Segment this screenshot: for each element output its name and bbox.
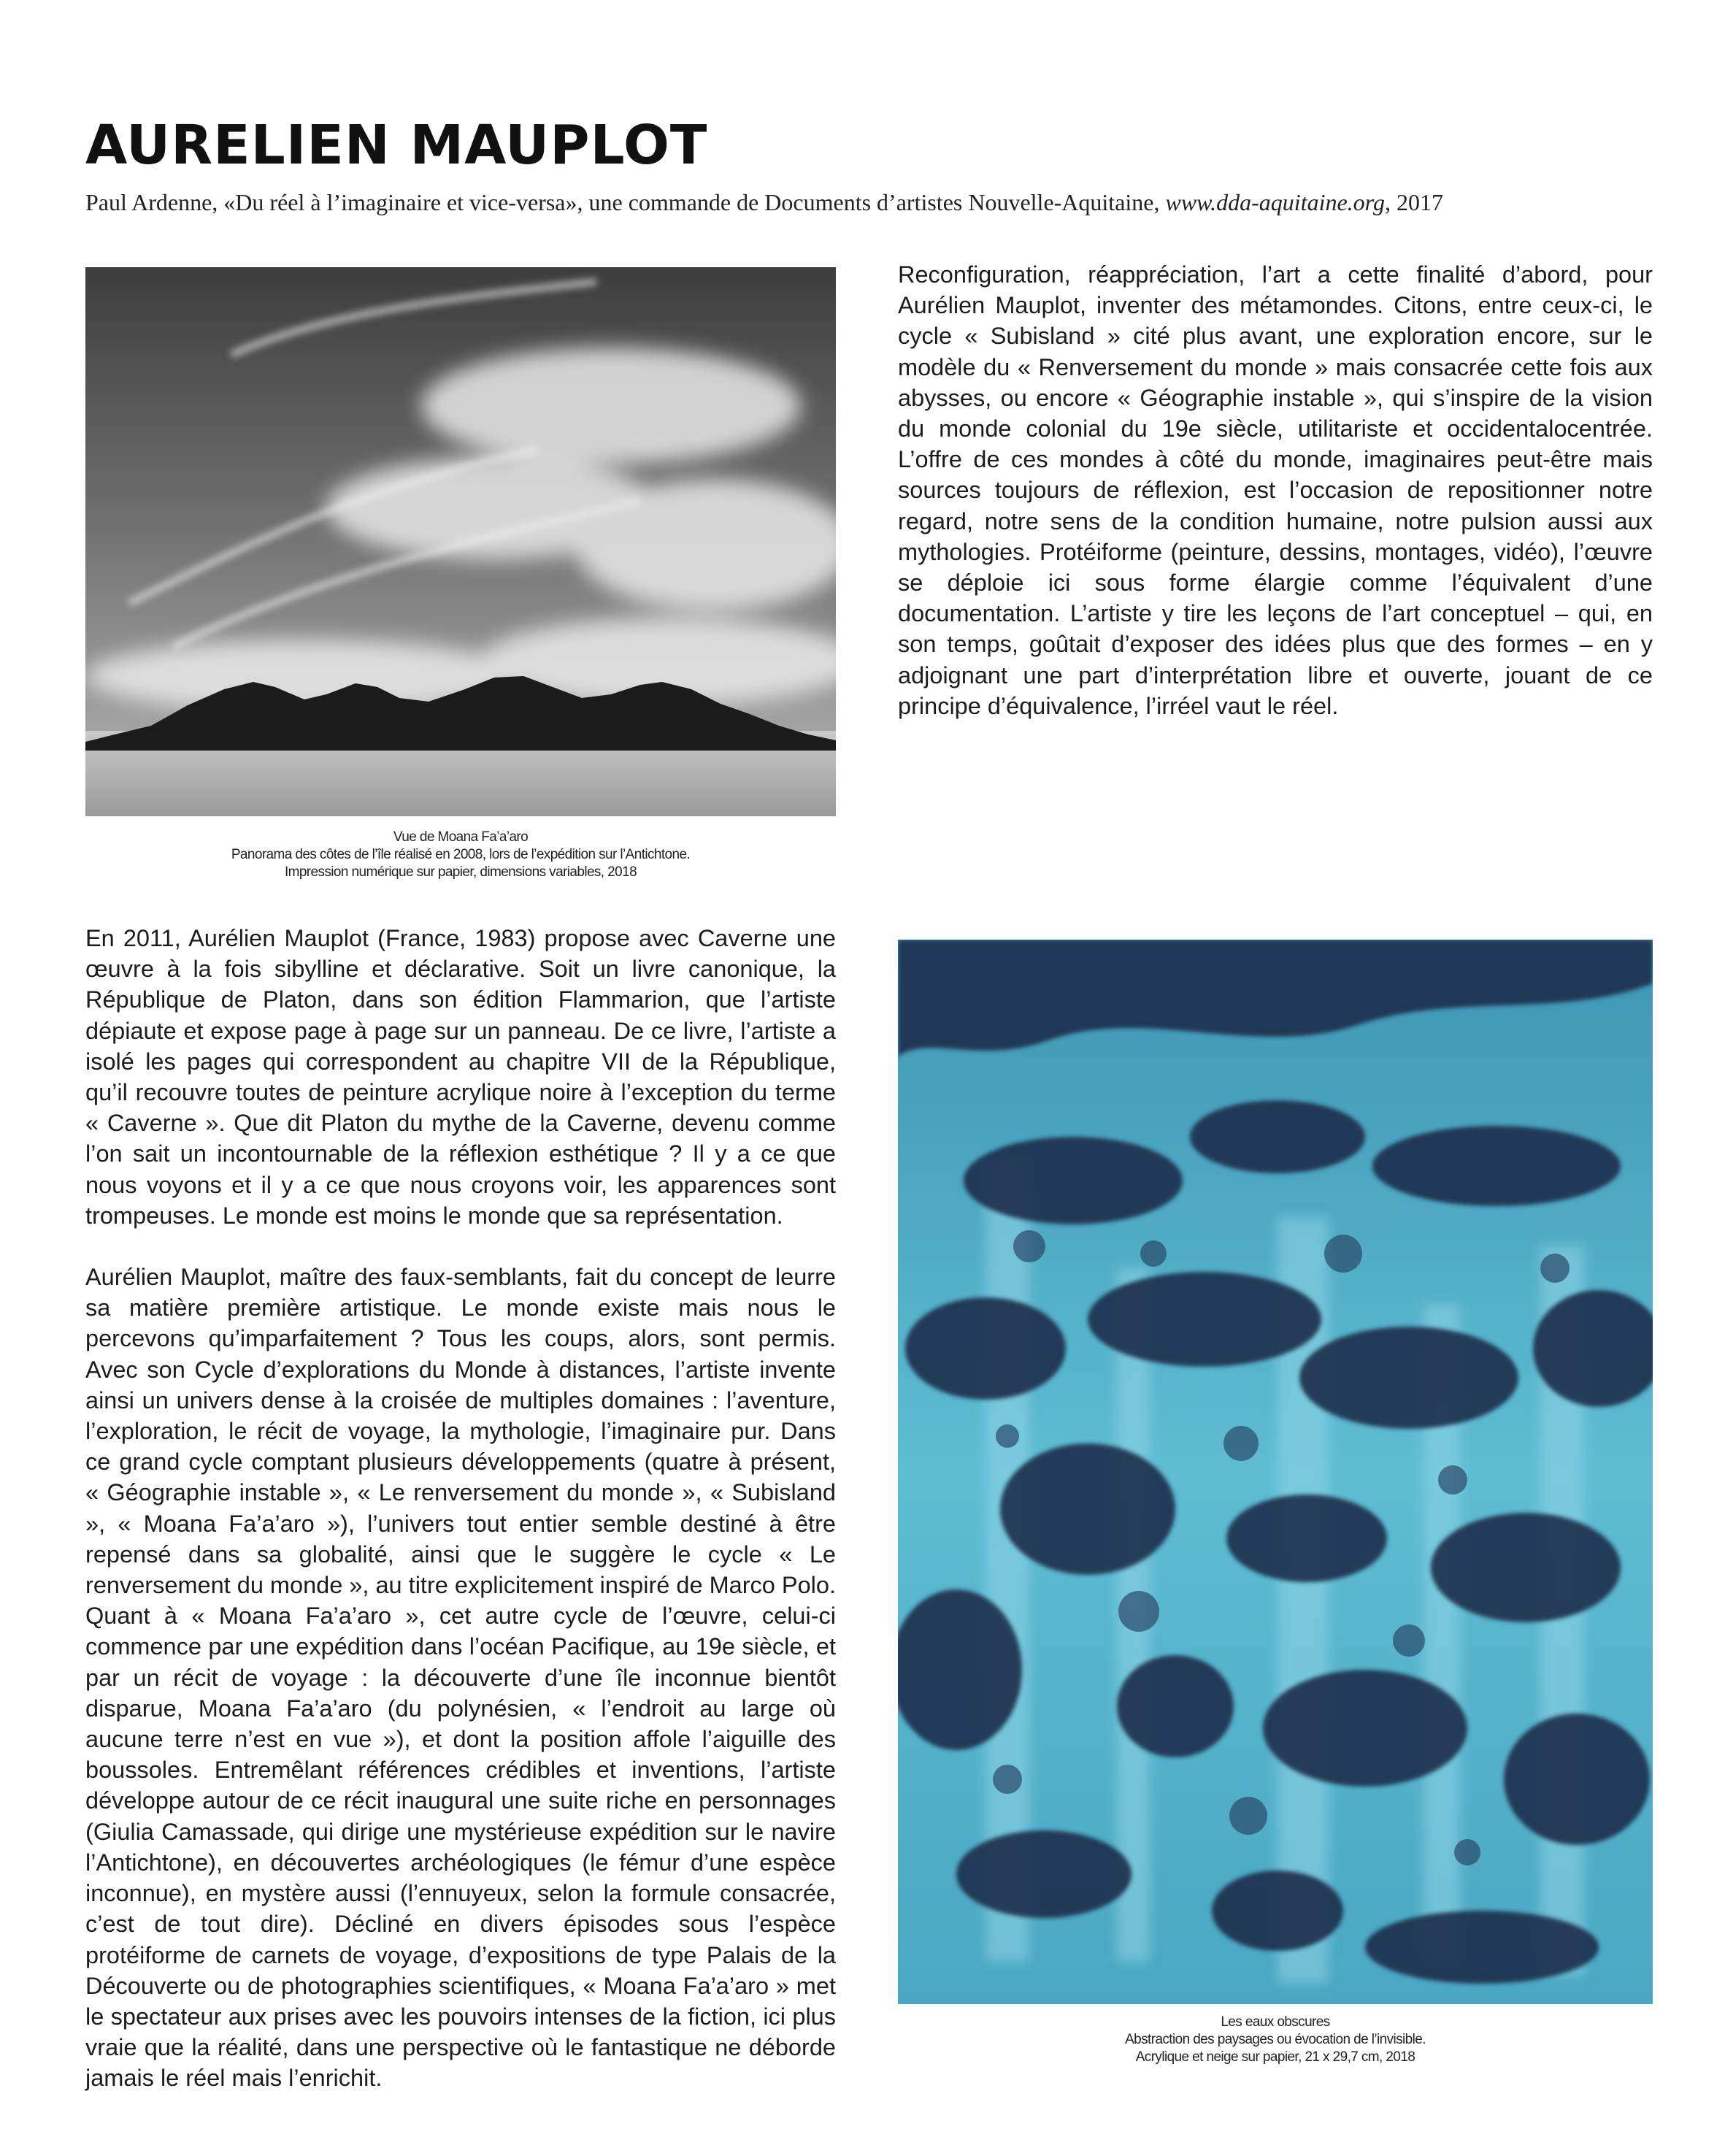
caption-description: Abstraction des paysages ou évocation de l’invisible. (1125, 2032, 1426, 2047)
paragraph-1: En 2011, Aurélien Mauplot (France, 1983) propose avec Caverne une œuvre à la fois sibylline et déclarative. Soit un livre canonique, la République de Platon, dans son édition Flammarion, que l’artiste dépiaute et expose page à page sur un panneau. De ce livre, l’artiste a isolé les pages qui correspondent au chapitre VII de la République, qu’il recouvre toutes de peinture acrylique noire à l’exception du terme « Caverne ». Que dit Platon du mythe de la Caverne, devenu comme l’on sait un incontournable de la réflexion esthétique ? Il y a ce que nous voyons et il y a ce que nous croyons voir, les apparences sont trompeuses. Le monde est moins le monde que sa représentation. (85, 925, 836, 1229)
byline-website: www.dda-aquitaine.org (1165, 189, 1385, 215)
byline-text: Paul Ardenne, «Du réel à l’imaginaire et vice-versa», une commande de Documents d’artistes Nouvelle-Aquitaine, (85, 189, 1166, 215)
page-title: AURELIEN MAUPLOT (85, 114, 708, 177)
caption-title: Les eaux obscures (1221, 2014, 1330, 2030)
photo-caption-1 (85, 829, 836, 881)
main-text-column (85, 923, 836, 2094)
caption-details: Acrylique et neige sur papier, 21 x 29,7 cm, 2018 (1135, 2049, 1415, 2065)
painting-caption (898, 2014, 1653, 2066)
blue-painting-image (898, 940, 1653, 2004)
intro-text: Reconfiguration, réappréciation, l’art a cette finalité d’abord, pour Aurélien Mauplot, inventer des métamondes. Citons, entre ceux-ci, le cycle « Subisland » cité plus avant, une exploration encore, sur le modèle du « Renversement du monde » mais consacrée cette fois aux abysses, ou encore « Géographie instable », qui s’inspire de la vision du monde colonial du 19e siècle, utilitariste et occidentalocentrée. L’offre de ces mondes à côté du monde, imaginaires peut-être mais sources toujours de réflexion, est l’occasion de repositionner notre regard, notre sens de la condition humaine, notre pulsion aussi aux mythologies. Protéiforme (peinture, dessins, montages, vidéo), l’œuvre se déploie ici sous forme élargie comme l’équivalent d’une documentation. L’artiste y tire les leçons de l’art conceptuel – qui, en son temps, goûtait d’exposer des idées plus que des formes – en y adjoignant une part d’interprétation libre et ouverte, jouant de ce principe d’équivalence, l’irréel vaut le réel. (898, 261, 1653, 719)
caption-details: Impression numérique sur papier, dimensions variables, 2018 (284, 864, 637, 880)
byline-year: , 2017 (1384, 189, 1443, 215)
caption-description: Panorama des côtes de l’île réalisé en 2008, lors de l’expédition sur l’Antichtone. (231, 847, 691, 862)
intro-paragraph (898, 259, 1653, 721)
paragraph-2: Aurélien Mauplot, maître des faux-semblants, fait du concept de leurre sa matière première artistique. Le monde existe mais nous le percevons qu’imparfaitement ? Tous les coups, alors, sont permis. Avec son Cycle d’explorations du Monde à distances, l’artiste invente ainsi un univers dense à la croisée de multiples domaines : l’aventure, l’exploration, le récit de voyage, la mythologie, l’imaginaire pur. Dans ce grand cycle comptant plusieurs développements (quatre à présent, « Géographie instable », « Le renversement du monde », « Subisland », « Moana Fa’a’aro »), l’univers tout entier semble destiné à être repensé dans sa globalité, ainsi que le suggère le cycle « Le renversement du monde », au titre explicitement inspiré de Marco Polo. Quant à « Moana Fa’a’aro », cet autre cycle de l’œuvre, celui-ci commence par une expédition dans l’océan Pacifique, au 19e siècle, et par un récit de voyage : la découverte d’une île inconnue bientôt disparue, Moana Fa’a’aro (du polynésien, « l’endroit au large où aucune terre n’est en vue »), et dont la position affole l’aiguille des boussoles. Entremêlant références crédibles et inventions, l’artiste développe autour de ce récit inaugural une suite riche en personnages (Giulia Camassade, qui dirige une mystérieuse expédition sur le navire l’Antichtone), en découvertes archéologiques (le fémur d’une espèce inconnue), en mystère aussi (l’ennuyeux, selon la formule consacrée, c’est de tout dire). Décliné en divers épisodes sous l’espèce protéiforme de carnets de voyage, d’expositions de type Palais de la Découverte ou de photographies scientifiques, « Moana Fa’a’aro » met le spectateur aux prises avec les pouvoirs intenses de la fiction, ici plus vraie que la réalité, dans une perspective où le fantastique ne déborde jamais le réel mais l’enrichit. (85, 1264, 836, 2092)
landscape-photo (85, 267, 836, 816)
caption-title: Vue de Moana Fa’a’aro (393, 829, 529, 845)
byline (85, 188, 1648, 216)
